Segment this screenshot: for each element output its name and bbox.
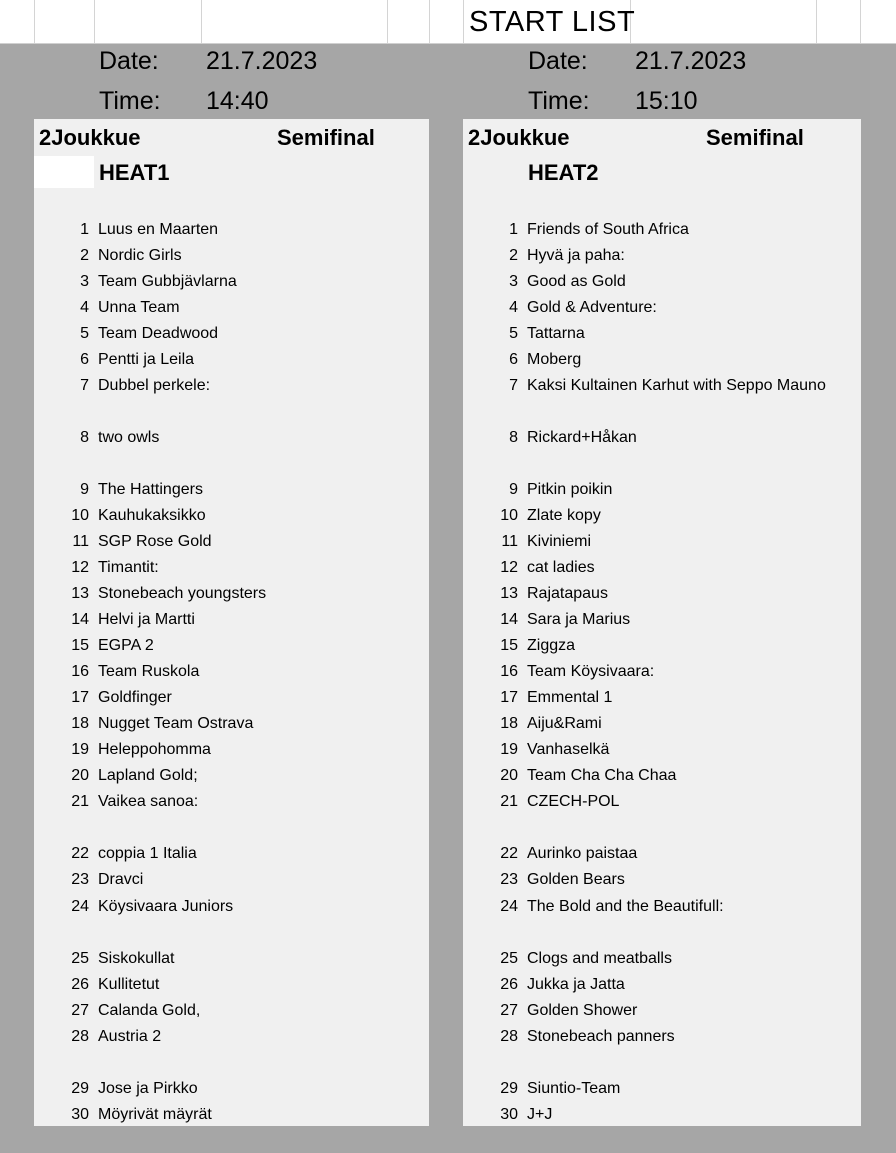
- entry-number: 1: [509, 221, 518, 238]
- entry-team-name: Kauhukaksikko: [98, 507, 206, 524]
- right-time-value: 15:10: [635, 87, 698, 115]
- entry-team-name: Calanda Gold,: [98, 1002, 201, 1019]
- entry-team-name: Dravci: [98, 871, 144, 888]
- entry-team-name: Ziggza: [527, 637, 576, 654]
- entry-team-name: Team Köysivaara:: [527, 663, 655, 680]
- entry-team-name: coppia 1 Italia: [98, 845, 197, 862]
- entry-team-name: Team Cha Cha Chaa: [527, 767, 677, 784]
- entry-number: 4: [509, 299, 518, 316]
- entry-team-name: J+J: [527, 1106, 553, 1123]
- entry-team-name: Rickard+Håkan: [527, 429, 637, 446]
- cell-divider: [429, 0, 430, 43]
- entry-number: 6: [80, 351, 89, 368]
- entry-number: 28: [71, 1028, 89, 1045]
- entry-number: 17: [500, 689, 518, 706]
- entry-number: 27: [500, 1002, 518, 1019]
- entry-team-name: SGP Rose Gold: [98, 533, 212, 550]
- entry-team-name: Möyrivät mäyrät: [98, 1106, 212, 1123]
- entry-team-name: Lapland Gold;: [98, 767, 198, 784]
- left-time-label: Time:: [99, 87, 161, 115]
- entry-team-name: Kiviniemi: [527, 533, 592, 550]
- entry-team-name: Kullitetut: [98, 976, 160, 993]
- entry-team-name: Austria 2: [98, 1028, 162, 1045]
- entry-team-name: Golden Shower: [527, 1002, 638, 1019]
- entry-team-name: Aurinko paistaa: [527, 845, 638, 862]
- header-row: [0, 0, 896, 44]
- entry-team-name: Helvi ja Martti: [98, 611, 195, 628]
- entry-number: 30: [71, 1106, 89, 1123]
- entry-team-name: Stonebeach panners: [527, 1028, 675, 1045]
- entry-number: 4: [80, 299, 89, 316]
- entry-number: 1: [80, 221, 89, 238]
- entry-team-name: Nordic Girls: [98, 247, 182, 264]
- entry-team-name: Sara ja Marius: [527, 611, 631, 628]
- entry-team-name: Nugget Team Ostrava: [98, 715, 254, 732]
- entry-team-name: Team Ruskola: [98, 663, 200, 680]
- entry-number: 19: [71, 741, 89, 758]
- entry-number: 21: [500, 793, 518, 810]
- entry-number: 28: [500, 1028, 518, 1045]
- left-time-value: 14:40: [206, 87, 269, 115]
- entry-number: 27: [71, 1002, 89, 1019]
- entry-number: 14: [500, 611, 518, 628]
- entry-number: 13: [71, 585, 89, 602]
- entry-team-name: Moberg: [527, 351, 582, 368]
- entry-team-name: Dubbel perkele:: [98, 377, 211, 394]
- entry-number: 20: [500, 767, 518, 784]
- page-title: START LIST: [469, 6, 636, 38]
- entry-number: 7: [509, 377, 518, 394]
- entry-number: 15: [500, 637, 518, 654]
- entry-number: 8: [509, 429, 518, 446]
- entry-team-name: Timantit:: [98, 559, 159, 576]
- entry-team-name: cat ladies: [527, 559, 595, 576]
- cell-divider: [201, 0, 202, 43]
- entry-number: 29: [71, 1080, 89, 1097]
- entry-team-name: Siskokullat: [98, 950, 175, 967]
- entry-team-name: The Bold and the Beautifull:: [527, 898, 724, 915]
- entry-number: 18: [500, 715, 518, 732]
- entry-team-name: Team Gubbjävlarna: [98, 273, 237, 290]
- right-date-label: Date:: [528, 47, 588, 75]
- entry-number: 11: [501, 533, 518, 550]
- entry-number: 11: [72, 533, 89, 550]
- entry-number: 13: [500, 585, 518, 602]
- entry-team-name: Zlate kopy: [527, 507, 601, 524]
- entry-number: 23: [71, 871, 89, 888]
- entry-number: 10: [71, 507, 89, 524]
- entry-team-name: Köysivaara Juniors: [98, 898, 234, 915]
- entry-number: 19: [500, 741, 518, 758]
- entry-team-name: Vanhaselkä: [527, 741, 610, 758]
- entry-number: 6: [509, 351, 518, 368]
- entry-number: 22: [500, 845, 518, 862]
- entry-team-name: Jukka ja Jatta: [527, 976, 625, 993]
- entry-team-name: Team Deadwood: [98, 325, 219, 342]
- entry-team-name: Stonebeach youngsters: [98, 585, 267, 602]
- entry-number: 21: [71, 793, 89, 810]
- entry-team-name: Luus en Maarten: [98, 221, 219, 238]
- entry-team-name: Goldfinger: [98, 689, 172, 706]
- right-heat: HEAT2: [528, 160, 599, 185]
- entry-number: 2: [509, 247, 518, 264]
- left-heat-cell: [34, 156, 94, 188]
- entry-team-name: Siuntio-Team: [527, 1080, 621, 1097]
- entry-number: 26: [71, 976, 89, 993]
- entry-number: 5: [509, 325, 518, 342]
- entry-team-name: Pitkin poikin: [527, 481, 613, 498]
- entry-team-name: Hyvä ja paha:: [527, 247, 625, 264]
- right-stage: Semifinal: [706, 125, 804, 150]
- heat1-panel: [34, 119, 429, 1126]
- heat2-panel: [463, 119, 861, 1126]
- entry-team-name: Golden Bears: [527, 871, 625, 888]
- entry-number: 15: [71, 637, 89, 654]
- entry-number: 24: [500, 898, 518, 915]
- entry-number: 14: [71, 611, 89, 628]
- entry-team-name: CZECH-POL: [527, 793, 620, 810]
- entry-team-name: Gold & Adventure:: [527, 299, 657, 316]
- entry-number: 5: [80, 325, 89, 342]
- entry-number: 10: [500, 507, 518, 524]
- left-date-label: Date:: [99, 47, 159, 75]
- left-category: 2Joukkue: [39, 125, 141, 150]
- entry-team-name: Aiju&Rami: [527, 715, 602, 732]
- entry-number: 16: [500, 663, 518, 680]
- entry-team-name: Unna Team: [98, 299, 180, 316]
- cell-divider: [463, 0, 464, 43]
- entry-number: 12: [500, 559, 518, 576]
- entry-number: 3: [509, 273, 518, 290]
- entry-team-name: EGPA 2: [98, 637, 154, 654]
- entry-number: 8: [80, 429, 89, 446]
- entry-team-name: Heleppohomma: [98, 741, 211, 758]
- entry-number: 25: [71, 950, 89, 967]
- entry-number: 22: [71, 845, 89, 862]
- entry-number: 18: [71, 715, 89, 732]
- entry-number: 30: [500, 1106, 518, 1123]
- cell-divider: [860, 0, 861, 43]
- entry-team-name: Tattarna: [527, 325, 585, 342]
- entry-number: 24: [71, 898, 89, 915]
- entry-team-name: Rajatapaus: [527, 585, 608, 602]
- entry-team-name: Good as Gold: [527, 273, 626, 290]
- right-time-label: Time:: [528, 87, 590, 115]
- entry-number: 7: [80, 377, 89, 394]
- cell-divider: [94, 0, 95, 43]
- entry-team-name: Jose ja Pirkko: [98, 1080, 198, 1097]
- entry-team-name: Pentti ja Leila: [98, 351, 195, 368]
- cell-divider: [387, 0, 388, 43]
- left-heat: HEAT1: [99, 160, 170, 185]
- entry-number: 16: [71, 663, 89, 680]
- entry-number: 2: [80, 247, 89, 264]
- right-date-value: 21.7.2023: [635, 47, 747, 75]
- entry-team-name: The Hattingers: [98, 481, 203, 498]
- entry-number: 9: [509, 481, 518, 498]
- entry-number: 25: [500, 950, 518, 967]
- entry-number: 12: [71, 559, 89, 576]
- entry-team-name: Clogs and meatballs: [527, 950, 672, 967]
- cell-divider: [34, 0, 35, 43]
- entry-number: 26: [500, 976, 518, 993]
- cell-divider: [816, 0, 817, 43]
- left-date-value: 21.7.2023: [206, 47, 318, 75]
- entry-number: 9: [80, 481, 89, 498]
- entry-number: 3: [80, 273, 89, 290]
- entry-number: 17: [71, 689, 89, 706]
- entry-team-name: Friends of South Africa: [527, 221, 689, 238]
- entry-number: 29: [500, 1080, 518, 1097]
- entry-team-name: Kaksi Kultainen Karhut with Seppo Mauno: [527, 377, 826, 394]
- entry-team-name: two owls: [98, 429, 160, 446]
- entry-number: 20: [71, 767, 89, 784]
- right-category: 2Joukkue: [468, 125, 570, 150]
- entry-team-name: Vaikea sanoa:: [98, 793, 199, 810]
- entry-team-name: Emmental 1: [527, 689, 613, 706]
- entry-number: 23: [500, 871, 518, 888]
- left-stage: Semifinal: [277, 125, 375, 150]
